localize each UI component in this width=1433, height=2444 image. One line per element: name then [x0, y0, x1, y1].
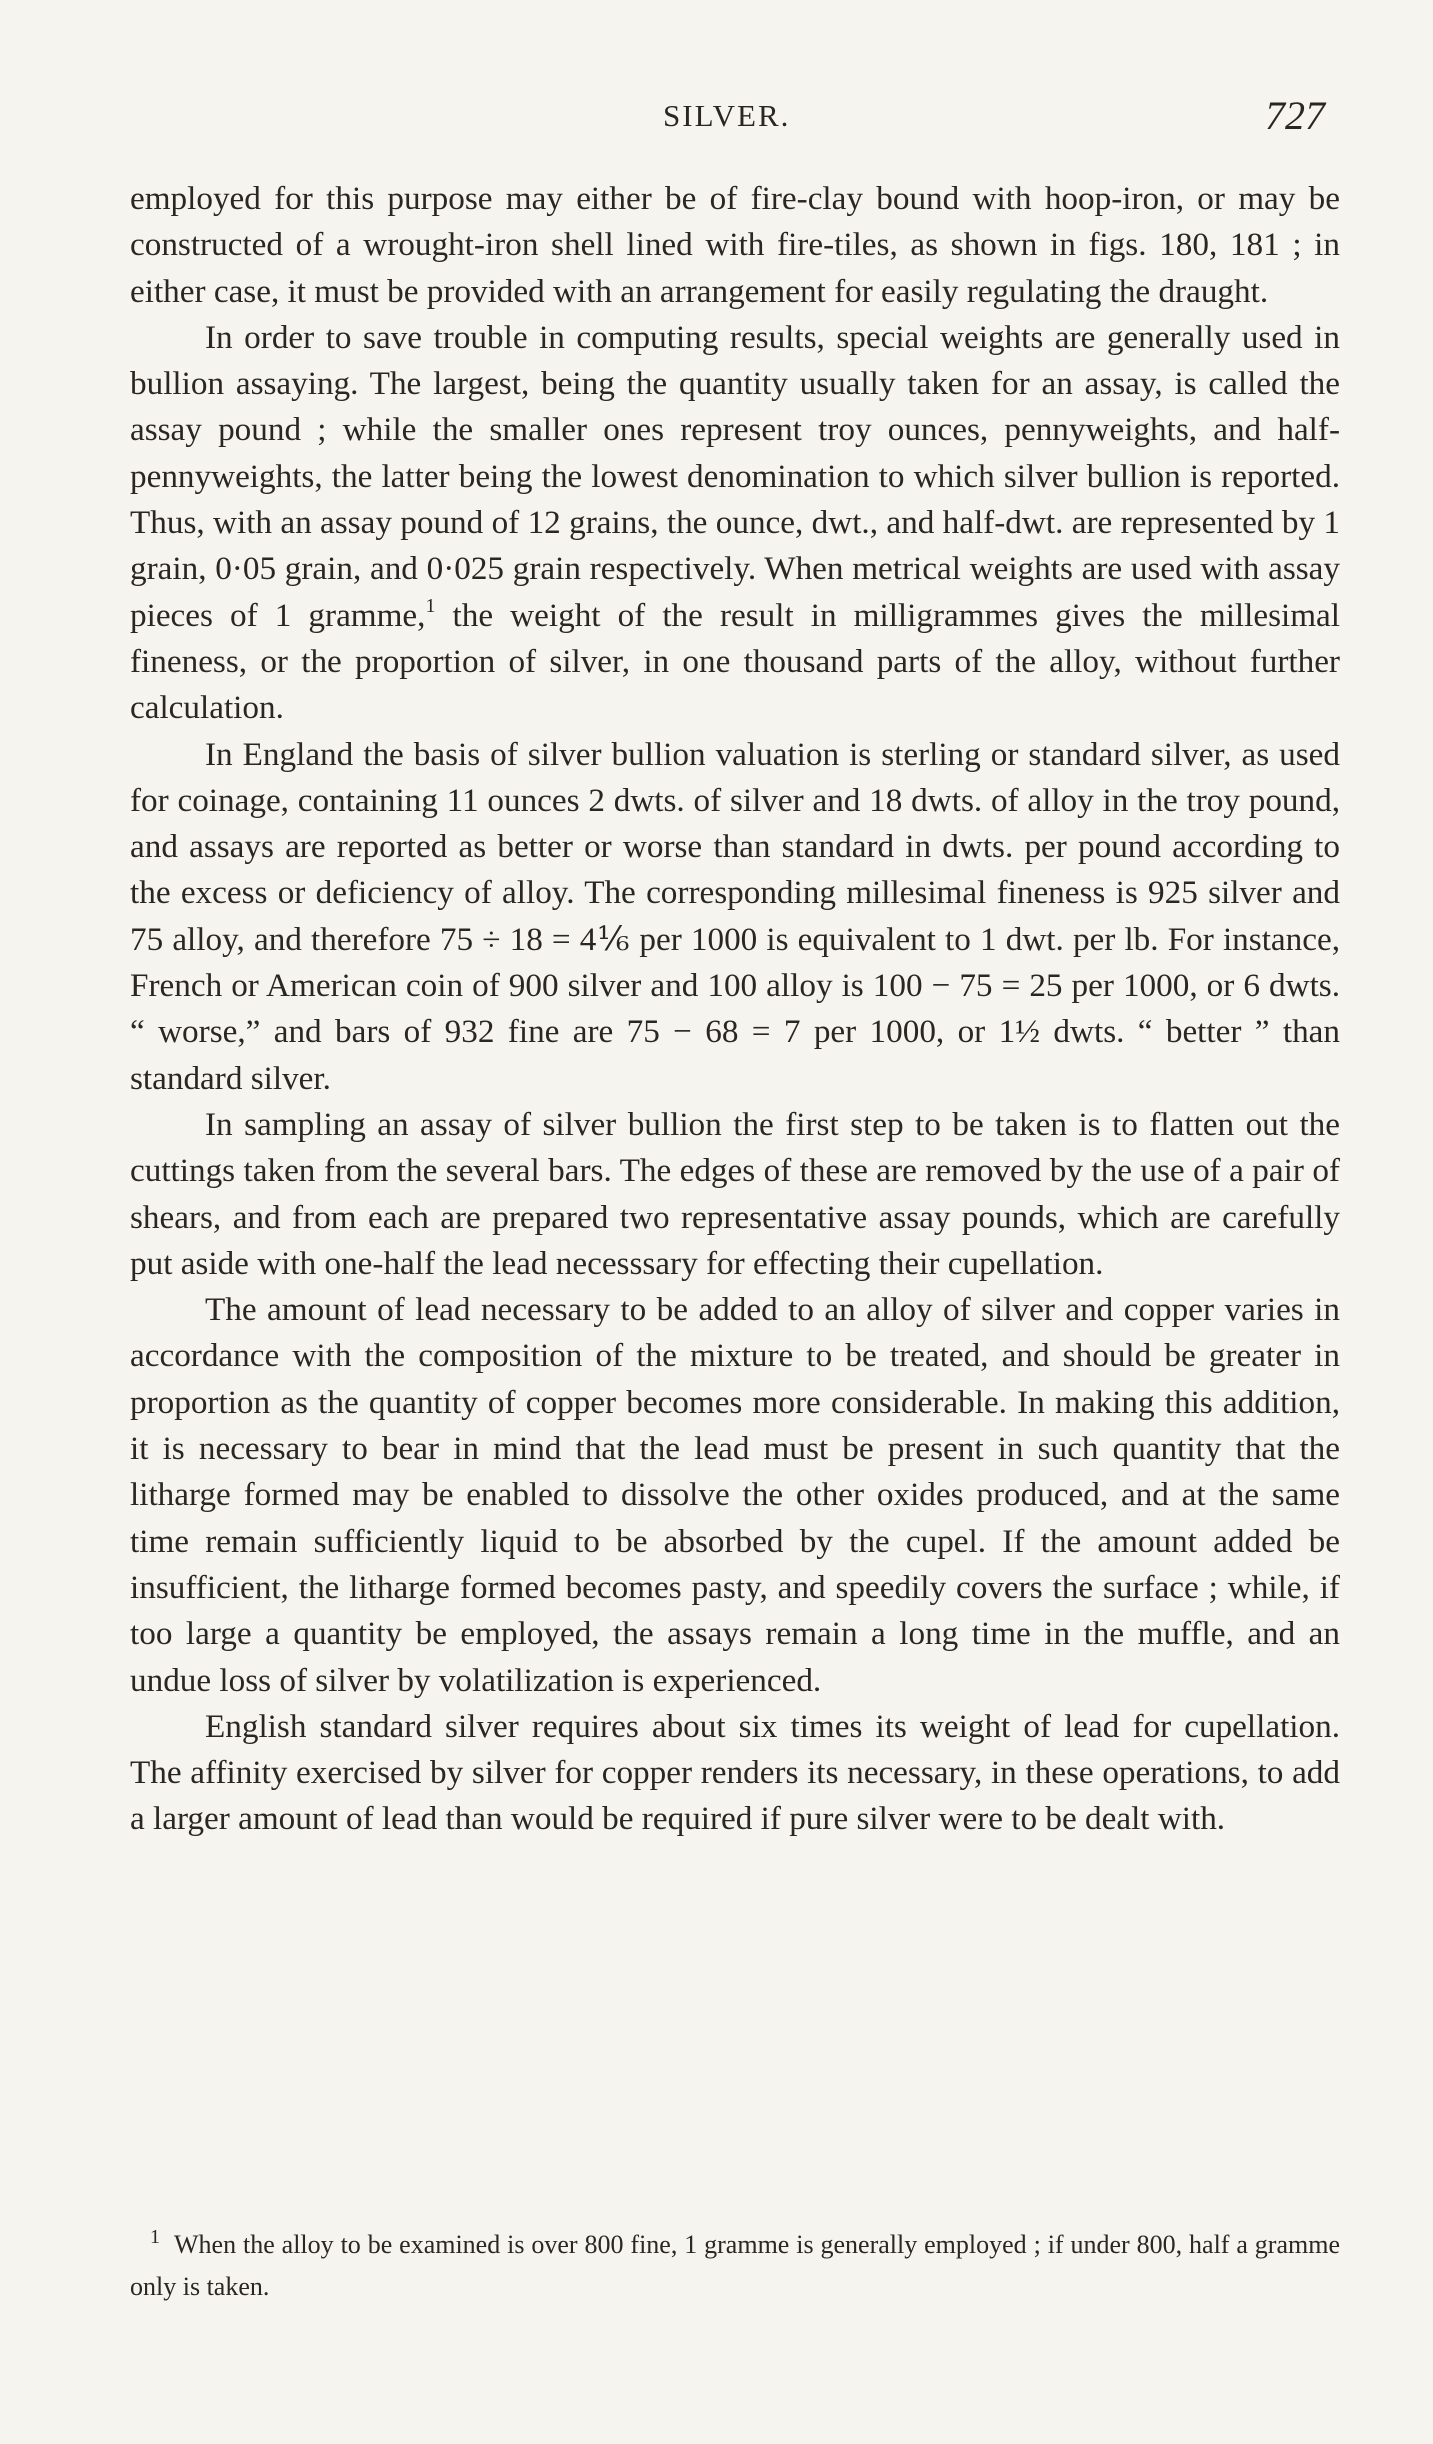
paragraph-assay-weights-text: In order to save trouble in computing results, special weights are generally used in bullion assaying. The largest, being the quantity usually taken for an assay, is called the assay pound ; while the smaller ones represent troy ounces, pennyweights, and half-pennyweights, the latter being the lowest denomination to which silver bullion is reported. Thus, with an assay pound of 12 grains, the ounce, dwt., and half-dwt. are represented by 1 grain, 0·05 grain, and 0·025 grain respectively. When metrical weights are used with assay pieces of 1 gramme,	[130, 318, 1340, 634]
footnote-text: When the alloy to be examined is over 800 fine, 1 gramme is generally employed ; if under 800, half a gramme only is taken.	[130, 2230, 1340, 2301]
page-header	[0, 92, 1433, 142]
page-number: 727	[1265, 93, 1325, 138]
paragraph-assay-weights-continuation: the weight of the result in milligrammes gives the millesimal fineness, or the proportion of silver, in one thousand parts of the alloy, without further calculation.	[130, 596, 1340, 727]
paragraph-sampling: In sampling an assay of silver bullion the first step to be taken is to flatten out the cuttings taken from the several bars. The edges of these are removed by the use of a pair of shears, and from each are prepared two representative assay pounds, which are carefully put aside with one-half the lead necesssary for effecting their cupellation.	[130, 1105, 1340, 1282]
paragraph-continued: employed for this purpose may either be of fire-clay bound with hoop-iron, or may be constructed of a wrought-iron shell lined with fire-tiles, as shown in figs. 180, 181 ; in either case, it must be provided with an arrangement for easily regulating the draught.	[130, 180, 1340, 310]
footnote-reference: 1	[425, 594, 436, 617]
body-text	[130, 176, 1340, 1843]
paragraph-lead-amount: The amount of lead necessary to be added to an alloy of silver and copper varies in accordance with the composition of the mixture to be treated, and should be greater in proportion as the quantity of copper becomes more considerable. In making this addition, it is necessary to bear in mind that the lead must be present in such quantity that the litharge formed may be enabled to dissolve the other oxides produced, and at the same time remain sufficiently liquid to be absorbed by the cupel. If the amount added be insufficient, the litharge formed becomes pasty, and speedily covers the surface ; while, if too large a quantity be employed, the assays remain a long time in the muffle, and an undue loss of silver by volatilization is experienced.	[130, 1291, 1340, 1699]
paragraph-english-standard: English standard silver requires about six times its weight of lead for cupellation. The affinity exercised by silver for copper renders its necessary, in these operations, to add a larger amount of lead than would be required if pure silver were to be dealt with.	[130, 1707, 1340, 1838]
paragraph-sterling-standard: In England the basis of silver bullion valuation is sterling or standard silver, as used for coinage, containing 11 ounces 2 dwts. of silver and 18 dwts. of alloy in the troy pound, and assays are reported as better or worse than standard in dwts. per pound according to the excess or deficiency of alloy. The corresponding millesimal fineness is 925 silver and 75 alloy, and therefore 75 ÷ 18 = 4⅙ per 1000 is equivalent to 1 dwt. per lb. For instance, French or American coin of 900 silver and 100 alloy is 100 − 75 = 25 per 1000, or 6 dwts. “ worse,” and bars of 932 fine are 75 − 68 = 7 per 1000, or 1½ dwts. “ better ” than standard silver.	[130, 735, 1340, 1097]
paragraph-assay-weights	[130, 315, 1340, 732]
footnote: 1 When the alloy to be examined is over 800 fine, 1 gramme is generally employed ; if under 800, half a gramme only is taken.	[130, 2226, 1340, 2301]
running-head: SILVER.	[663, 98, 791, 133]
